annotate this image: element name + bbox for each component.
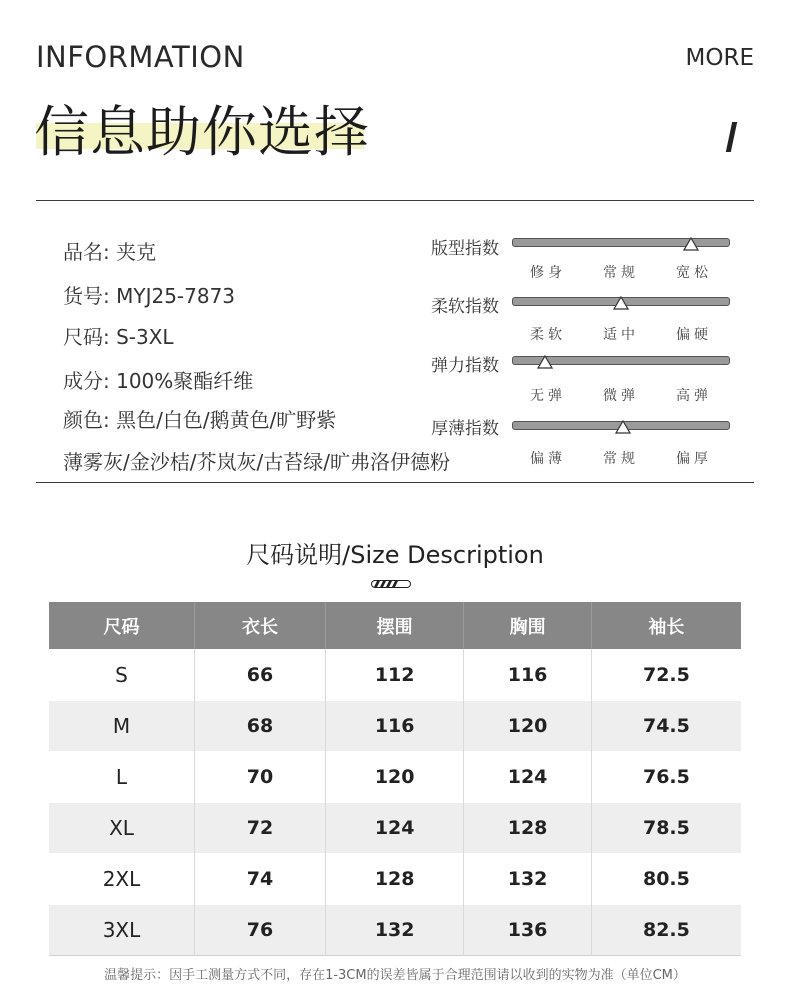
spec-material: 成分: 100%聚酯纤维 — [63, 369, 254, 393]
index-tick-label: 柔软 — [530, 327, 566, 343]
title-english: INFORMATION — [36, 40, 245, 74]
table-cell: 120 — [326, 751, 464, 803]
measurement-note: 温馨提示：因手工测量方式不同，存在1-3CM的误差皆属于合理范围请以收到的实物为准（单位CM） — [104, 968, 686, 983]
spec-sku: 货号: MYJ25-7873 — [63, 284, 236, 308]
more-link[interactable]: MORE — [685, 45, 754, 71]
spec-color-more: 薄雾灰/金沙桔/芥岚灰/古苔绿/旷弗洛伊德粉 — [63, 450, 450, 474]
index-tick-label: 微弹 — [603, 388, 639, 404]
table-row — [49, 649, 741, 701]
divider-bottom — [36, 482, 754, 483]
table-cell: 74 — [194, 853, 325, 905]
table-cell: 132 — [326, 905, 464, 956]
table-cell: 78.5 — [591, 803, 741, 853]
index-tick-label: 偏薄 — [530, 451, 566, 467]
header-length: 衣长 — [194, 602, 325, 649]
title-chinese: 信息助你选择 — [34, 100, 371, 164]
table-cell: 116 — [326, 701, 464, 751]
table-cell: 66 — [194, 649, 325, 701]
table-cell: 76.5 — [591, 751, 741, 803]
table-cell: 70 — [194, 751, 325, 803]
index-tick-label: 常规 — [603, 265, 639, 281]
header-size: 尺码 — [49, 602, 194, 649]
index-tick-label: 无弹 — [530, 388, 566, 404]
table-cell: 82.5 — [591, 905, 741, 956]
index-tick-label: 高弹 — [676, 388, 712, 404]
index-tick-label: 常规 — [603, 451, 639, 467]
table-cell: 120 — [464, 701, 592, 751]
table-cell: 128 — [464, 803, 592, 853]
table-cell: M — [49, 701, 194, 751]
table-row — [49, 803, 741, 853]
divider-top — [36, 200, 754, 201]
table-cell: L — [49, 751, 194, 803]
header-hem: 摆围 — [326, 602, 464, 649]
index-tick-label: 偏硬 — [676, 327, 712, 343]
table-cell: 80.5 — [591, 853, 741, 905]
table-cell: 3XL — [49, 905, 194, 956]
table-cell: 72 — [194, 803, 325, 853]
table-cell: 128 — [326, 853, 464, 905]
index-marker-icon — [537, 355, 553, 369]
table-row — [49, 751, 741, 803]
index-tick-label: 偏厚 — [676, 451, 712, 467]
size-table-header — [49, 602, 741, 649]
index-label: 版型指数 — [431, 239, 499, 259]
table-cell: 132 — [464, 853, 592, 905]
table-cell: 72.5 — [591, 649, 741, 701]
index-label: 弹力指数 — [431, 356, 499, 376]
spec-size: 尺码: S-3XL — [63, 325, 174, 349]
table-row — [49, 905, 741, 956]
slash-decoration — [726, 122, 737, 152]
header-chest: 胸围 — [464, 602, 592, 649]
index-label: 厚薄指数 — [431, 419, 499, 439]
table-cell: 112 — [326, 649, 464, 701]
spec-color: 颜色: 黑色/白色/鹅黄色/旷野紫 — [63, 408, 337, 432]
index-tick-label: 修身 — [530, 265, 566, 281]
table-cell: 2XL — [49, 853, 194, 905]
table-cell: 124 — [464, 751, 592, 803]
index-label: 柔软指数 — [431, 297, 499, 317]
size-table — [49, 602, 741, 956]
table-cell: 116 — [464, 649, 592, 701]
index-marker-icon — [683, 237, 699, 251]
index-tick-label: 宽松 — [676, 265, 712, 281]
table-row — [49, 701, 741, 751]
table-row — [49, 853, 741, 905]
table-cell: XL — [49, 803, 194, 853]
header-sleeve: 袖长 — [591, 602, 741, 649]
size-section-title: 尺码说明/Size Description — [246, 541, 544, 569]
table-cell: 68 — [194, 701, 325, 751]
index-tick-label: 适中 — [603, 327, 639, 343]
table-cell: 136 — [464, 905, 592, 956]
table-cell: 124 — [326, 803, 464, 853]
table-cell: 76 — [194, 905, 325, 956]
spec-name: 品名: 夹克 — [63, 240, 157, 264]
table-cell: S — [49, 649, 194, 701]
decor-stripes-icon — [371, 580, 411, 588]
table-cell: 74.5 — [591, 701, 741, 751]
index-marker-icon — [613, 296, 629, 310]
index-marker-icon — [615, 420, 631, 434]
